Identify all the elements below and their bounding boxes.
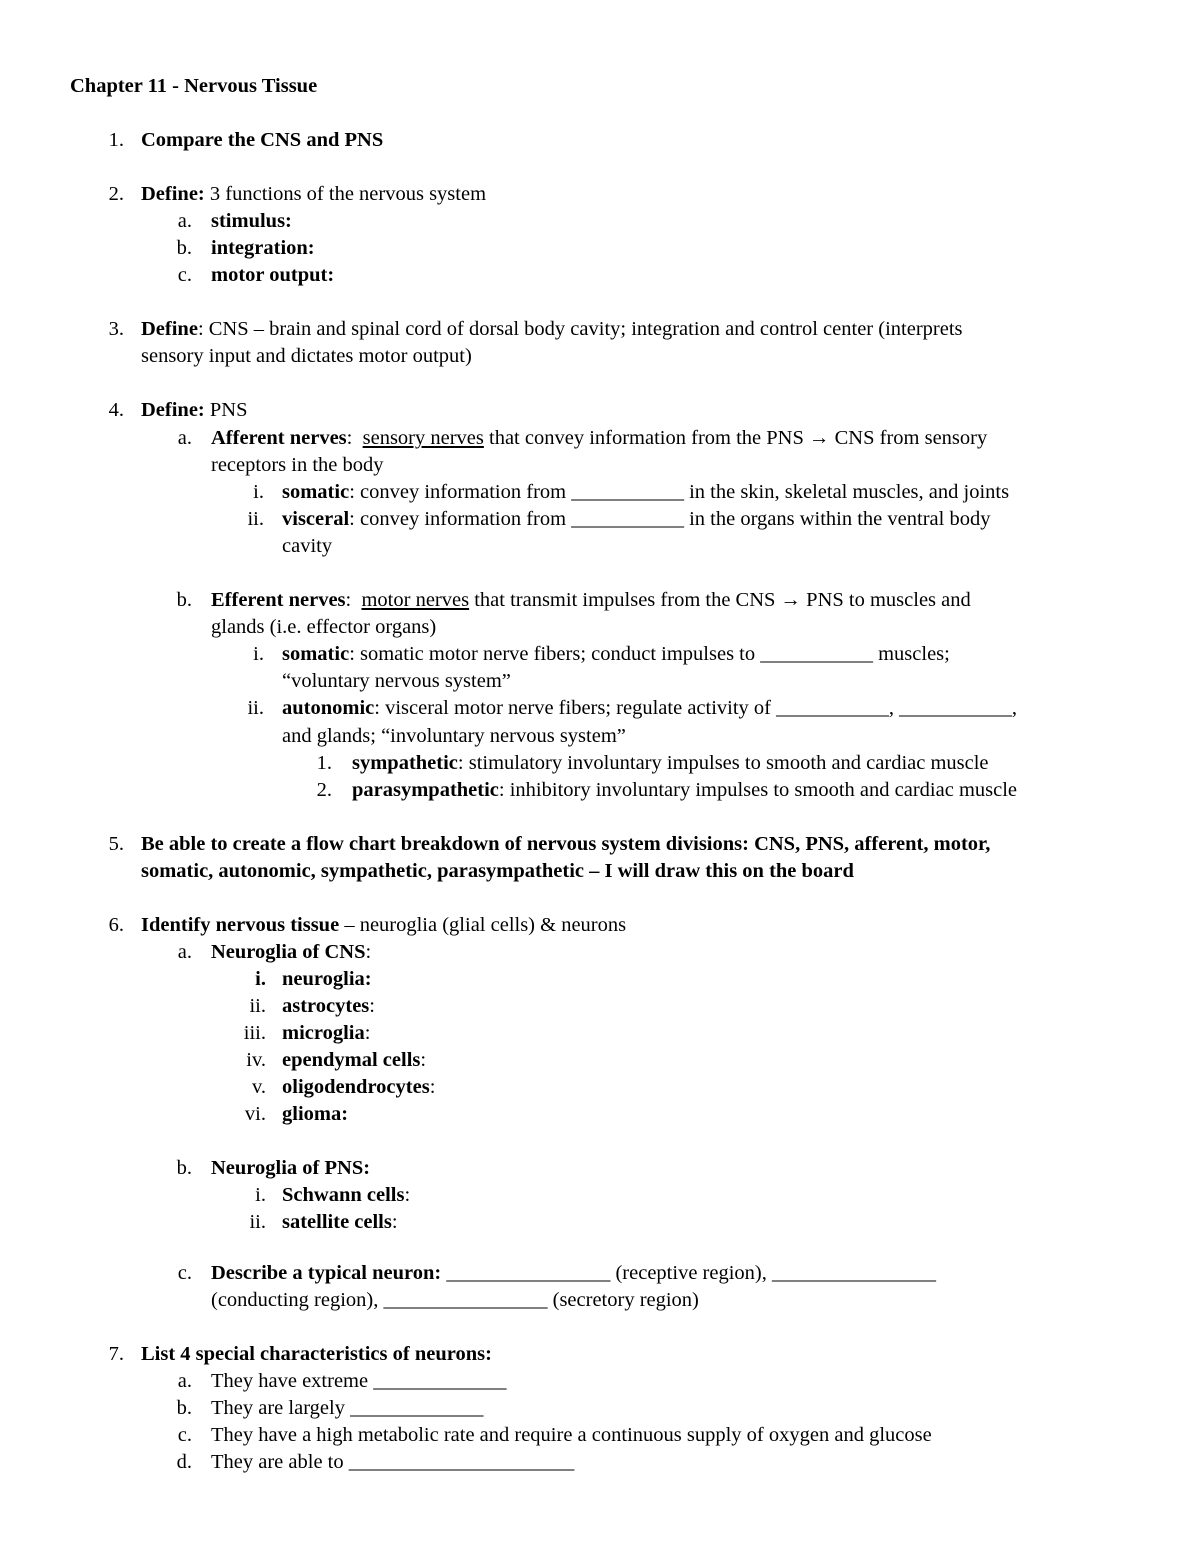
q4-a-marker: a. <box>177 427 192 449</box>
q4-a-ii-line <box>282 506 990 533</box>
q5-line1: Be able to create a flow chart breakdown of nervous system divisions: CNS, PNS, afferent, motor, <box>141 833 991 855</box>
q6-b-marker: b. <box>176 1157 192 1179</box>
q2-b-marker: b. <box>176 237 192 259</box>
pns-item-1-label: Schwann cells <box>282 1184 405 1206</box>
q2-text: 3 functions of the nervous system <box>209 183 487 205</box>
sympathetic-label: sympathetic <box>352 752 458 774</box>
q5-number: 5. <box>108 833 124 855</box>
q4-b-ii-label: autonomic <box>282 697 375 719</box>
q6-number: 6. <box>108 914 124 936</box>
q6-c-line1 <box>211 1260 936 1287</box>
q4-a-i-line <box>282 479 1009 506</box>
q4-a-ii-label: visceral <box>282 508 350 530</box>
q1-text: Compare the CNS and PNS <box>141 129 384 151</box>
q2-a-text: stimulus: <box>211 210 292 232</box>
cns-item-5-marker: v. <box>251 1076 266 1098</box>
q4-b-ii-line <box>282 695 1017 722</box>
q6-label: Identify nervous tissue <box>141 914 340 936</box>
q3-line1 <box>141 316 963 343</box>
cns-item-4-marker: iv. <box>246 1049 266 1071</box>
q4-a-i-label: somatic <box>282 481 350 503</box>
cns-item-5-colon: : <box>429 1076 436 1098</box>
cns-item-2 <box>282 993 375 1020</box>
q4-b-1-line <box>352 750 989 777</box>
q7-d-marker: d. <box>176 1451 192 1473</box>
q4-a-line2: receptors in the body <box>211 454 384 476</box>
cns-item-6 <box>282 1101 348 1128</box>
cns-item-6-label: glioma: <box>282 1103 349 1125</box>
q6-a-marker: a. <box>177 941 192 963</box>
q4-line <box>141 397 248 424</box>
cns-item-1-label: neuroglia: <box>282 968 372 990</box>
cns-item-4-label: ependymal cells <box>282 1049 421 1071</box>
q4-b-2-line <box>352 777 1017 804</box>
cns-item-4-colon: : <box>420 1049 427 1071</box>
q6-a-label: Neuroglia of CNS <box>211 941 366 963</box>
q7-number: 7. <box>108 1343 124 1365</box>
parasympathetic-label: parasympathetic <box>352 779 499 801</box>
q1-number: 1. <box>108 129 124 151</box>
q3-text: : CNS – brain and spinal cord of dorsal body cavity; integration and control center (interprets <box>197 318 963 340</box>
pns-item-1-marker: i. <box>255 1184 266 1206</box>
q4-a-ii-line2: cavity <box>282 535 333 557</box>
q4-b-i-marker: i. <box>253 643 264 665</box>
cns-item-1 <box>282 966 372 993</box>
pns-item-2-label: satellite cells <box>282 1211 392 1233</box>
q4-b-ii-text: : visceral motor nerve fibers; regulate activity of ___________, ___________, <box>374 697 1017 719</box>
cns-item-2-colon: : <box>369 995 375 1017</box>
q7-a-marker: a. <box>177 1370 192 1392</box>
q2-c-marker: c. <box>177 264 192 286</box>
q2-number: 2. <box>108 183 124 205</box>
q4-b-marker: b. <box>176 589 192 611</box>
q4-a-ii-marker: ii. <box>247 508 264 530</box>
q2-a-marker: a. <box>177 210 192 232</box>
cns-item-1-marker: i. <box>255 968 266 990</box>
q4-a-i-marker: i. <box>253 481 264 503</box>
q2-b-text: integration: <box>211 237 315 259</box>
q4-b-colon: : <box>345 589 352 611</box>
pns-item-1-colon: : <box>404 1184 411 1206</box>
q6-c-text: ________________ (receptive region), ________________ <box>441 1262 936 1284</box>
sensory-nerves-underlined: sensory nerves <box>362 427 484 449</box>
pns-item-2-colon: : <box>391 1211 398 1233</box>
q2-label: Define: <box>141 183 205 205</box>
cns-item-3-colon: : <box>364 1022 371 1044</box>
q7-c-text: They have a high metabolic rate and require a continuous supply of oxygen and glucose <box>211 1424 932 1446</box>
q6-line <box>141 912 626 939</box>
efferent-label: Efferent nerves <box>211 589 346 611</box>
q7-label: List 4 special characteristics of neurons: <box>141 1343 492 1365</box>
q4-b-ii-line2: and glands; “involuntary nervous system” <box>282 725 626 747</box>
q4-text: PNS <box>209 399 248 421</box>
q6-a-line <box>211 939 371 966</box>
q4-b-1-marker: 1. <box>316 752 332 774</box>
q6-text: – neuroglia (glial cells) & neurons <box>339 914 627 936</box>
q7-c-marker: c. <box>177 1424 192 1446</box>
q4-b-line1 <box>211 587 971 614</box>
q5-line2: somatic, autonomic, sympathetic, parasympathetic – I will draw this on the board <box>141 860 854 882</box>
q4-b-2-text: : inhibitory involuntary impulses to smooth and cardiac muscle <box>498 779 1018 801</box>
q4-a-colon: : <box>346 427 353 449</box>
q4-b-1-text: : stimulatory involuntary impulses to smooth and cardiac muscle <box>457 752 989 774</box>
q7-d-text: They are able to ______________________ <box>211 1451 575 1473</box>
q2-c-text: motor output: <box>211 264 335 286</box>
cns-item-2-marker: ii. <box>249 995 266 1017</box>
cns-item-5-label: oligodendrocytes <box>282 1076 430 1098</box>
q4-b-i-line2: “voluntary nervous system” <box>282 670 511 692</box>
page-title: Chapter 11 - Nervous Tissue <box>70 75 318 97</box>
afferent-label: Afferent nerves <box>211 427 347 449</box>
q6-a-colon: : <box>365 941 372 963</box>
cns-item-4 <box>282 1047 426 1074</box>
pns-item-2-marker: ii. <box>249 1211 266 1233</box>
q4-b-i-line <box>282 641 950 668</box>
motor-nerves-underlined: motor nerves <box>361 589 470 611</box>
pns-item-2 <box>282 1209 398 1236</box>
cns-item-3 <box>282 1020 370 1047</box>
q6-c-marker: c. <box>177 1262 192 1284</box>
q4-b-i-label: somatic <box>282 643 350 665</box>
pns-item-1 <box>282 1182 410 1209</box>
q4-a-rest: that convey information from the PNS → CNS from sensory <box>483 427 988 449</box>
q6-c-line2: (conducting region), ________________ (secretory region) <box>211 1289 699 1311</box>
q6-b-label: Neuroglia of PNS: <box>211 1157 371 1179</box>
q4-b-line2: glands (i.e. effector organs) <box>211 616 437 638</box>
q7-b-marker: b. <box>176 1397 192 1419</box>
q3-line2: sensory input and dictates motor output) <box>141 345 472 367</box>
q6-c-label: Describe a typical neuron: <box>211 1262 442 1284</box>
q4-a-line1 <box>211 425 987 452</box>
q4-b-2-marker: 2. <box>316 779 332 801</box>
q7-b-text: They are largely _____________ <box>211 1397 484 1419</box>
q3-number: 3. <box>108 318 124 340</box>
cns-item-3-marker: iii. <box>243 1022 266 1044</box>
q3-label: Define <box>141 318 198 340</box>
q4-b-i-text: : somatic motor nerve fibers; conduct impulses to ___________ muscles; <box>349 643 950 665</box>
cns-item-2-label: astrocytes <box>282 995 370 1017</box>
q4-b-ii-marker: ii. <box>247 697 264 719</box>
q7-a-text: They have extreme _____________ <box>211 1370 507 1392</box>
q4-a-ii-text: : convey information from ___________ in the organs within the ventral body <box>349 508 991 530</box>
q4-label: Define: <box>141 399 205 421</box>
q4-number: 4. <box>108 399 124 421</box>
q4-b-rest: that transmit impulses from the CNS → PNS to muscles and <box>469 589 971 611</box>
cns-item-3-label: microglia <box>282 1022 365 1044</box>
cns-item-5 <box>282 1074 435 1101</box>
q2-line <box>141 181 486 208</box>
cns-item-6-marker: vi. <box>244 1103 266 1125</box>
q4-a-i-text: : convey information from ___________ in the skin, skeletal muscles, and joints <box>349 481 1010 503</box>
